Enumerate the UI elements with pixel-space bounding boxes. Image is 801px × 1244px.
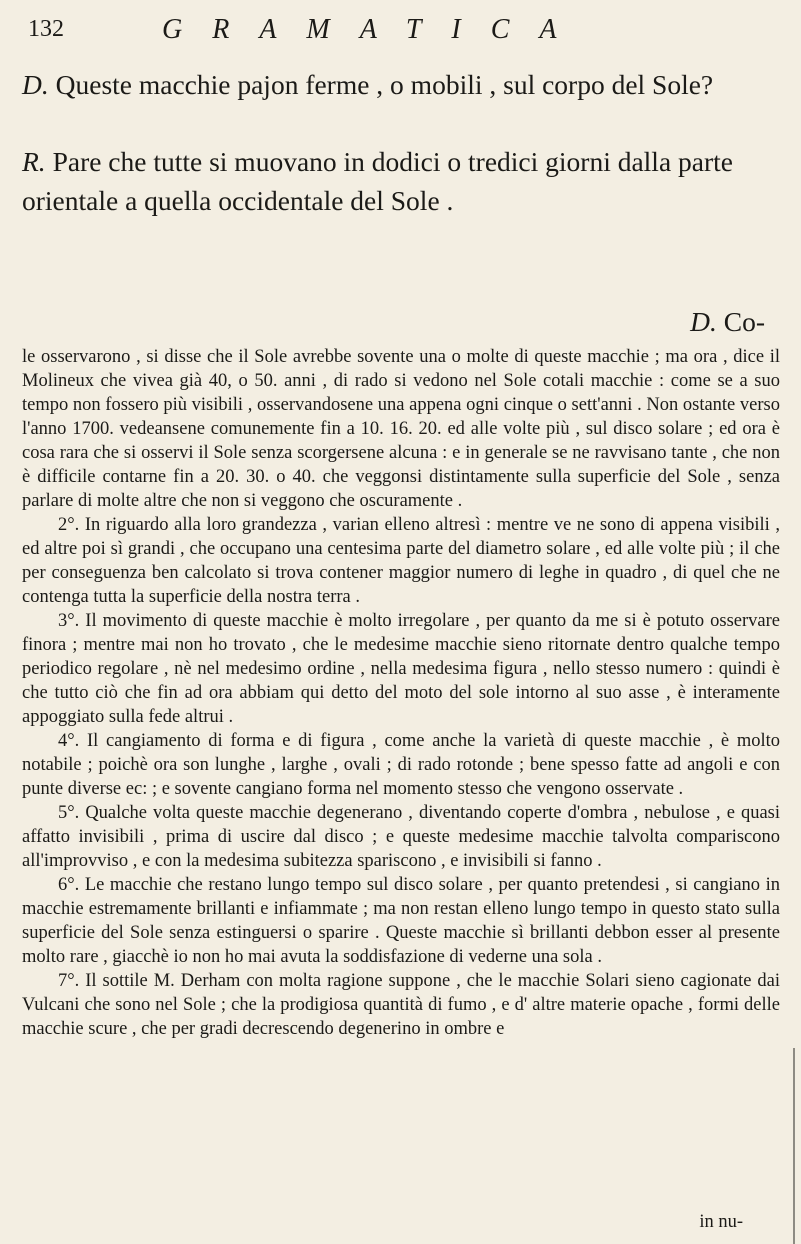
question-text: Queste macchie pajon ferme , o mobili , sul corpo del Sole? xyxy=(55,69,714,100)
page-number: 132 xyxy=(28,16,64,42)
catchword: in nu- xyxy=(699,1212,743,1232)
page-header xyxy=(24,12,781,52)
speaker-label: R. xyxy=(22,146,46,177)
paragraph: 5°. Qualche volta queste macchie degenerano , diventando coperte d'ombra , nebulose , e quasi affatto invisibili , prima di uscire dal disco ; e queste medesime macchie talvolta compariscono all'improvviso , e con la medesima subitezza spariscono , e invisibili si fanno . xyxy=(22,803,780,871)
continued-question xyxy=(690,306,765,338)
body-text xyxy=(22,345,780,1041)
paragraph: 6°. Le macchie che restano lungo tempo sul disco solare , per quanto pretendesi , si cangiano in macchie estremamente brillanti e infiammate ; ma non restan elleno lungo tempo in questo stato sulla superficie del Sole senza estinguersi o sparire . Queste macchie sì brillanti debbon esser al presente molto rare , giacchè io non ho mai avuta la soddisfazione di vederne una sola . xyxy=(22,875,780,967)
paragraph: 3°. Il movimento di queste macchie è molto irregolare , per quanto da me si è potuto osservare finora ; mentre mai non ho trovato , che le medesime macchie sieno ritornate dentro qualche tempo periodico regolare , nè nel medesimo ordine , nella medesima figura , nello stesso numero : quindi è che tutto ciò che fin ad ora abbiam qui detto del moto del sole intorno al suo asse , è interamente appoggiato sulla fede altrui . xyxy=(22,611,780,727)
paragraph: 2°. In riguardo alla loro grandezza , varian elleno altresì : mentre ve ne sono di appena visibili , ed altre poi sì grandi , che occupano una centesima parte del diametro solare , ed alle volte più ; il che per conseguenza ben calcolato si trova contener maggior numero di leghe in quadro , di quel che ne contenga tutta la superficie della nostra terra . xyxy=(22,515,780,607)
answer-text: Pare che tutte si muovano in dodici o tredici giorni dalla parte orientale a quella occidentale del Sole . xyxy=(22,146,733,216)
running-head: GRAMATICA xyxy=(162,14,587,45)
answer-line xyxy=(22,143,782,220)
speaker-label: D. xyxy=(22,69,49,100)
page-edge-shadow xyxy=(793,1048,795,1244)
paragraph: 4°. Il cangiamento di forma e di figura , come anche la varietà di queste macchie , è molto notabile ; poichè ora son lunghe , larghe , ovali ; di rado rotonde ; bene spesso fatte ad angoli e con punte diverse ec: ; e sovente cangiano forma nel momento stesso che vengono osservate . xyxy=(22,731,780,799)
answer-block xyxy=(22,143,782,220)
question-line xyxy=(22,66,782,105)
question-block xyxy=(22,66,782,105)
continued-text: Co- xyxy=(723,306,765,337)
paragraph: 7°. Il sottile M. Derham con molta ragione suppone , che le macchie Solari sieno cagionate dai Vulcani che sono nel Sole ; che la prodigiosa quantità di fumo , e d' altre materie opache , formi delle macchie scure , che per gradi decrescendo degenerino in ombre e xyxy=(22,971,780,1039)
speaker-label: D. xyxy=(690,306,717,337)
paragraph: le osservarono , si disse che il Sole avrebbe sovente una o molte di queste macchie ; ma ora , dice il Molineux che vivea già 40, o 50. anni , di rado si vedono nel Sole cotali macchie : come se a suo tempo non fossero più visibili , osservandosene una appena ogni cinque o sett'anni . Non ostante verso l'anno 1700. vedeansene comunemente fin a 10. 16. 20. ed alle volte più , sul disco solare ; ed ora è cosa rara che si osservi il Sole senza scorgersene alcuna : e in generale se ne ravvisano tante , che non è difficile contarne fin a 20. 30. o 40. che veggonsi distintamente sulla superficie del Sole , senza parlare di molte altre che non si veggono che oscuramente . xyxy=(22,347,780,511)
